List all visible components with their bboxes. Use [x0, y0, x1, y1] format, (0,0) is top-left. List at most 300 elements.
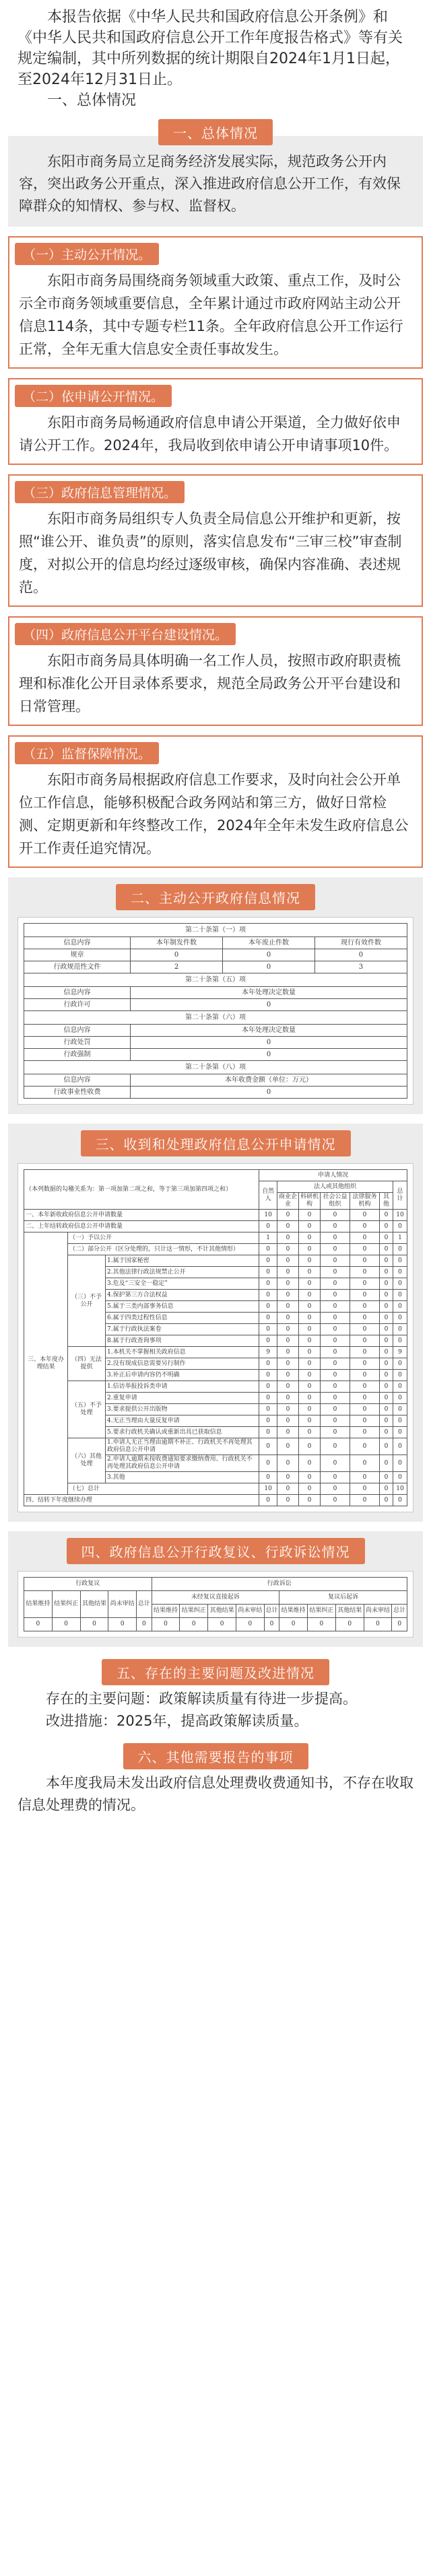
- row-label: 一、本年新收政府信息公开申请数量: [24, 1210, 259, 1221]
- table-cell: 0: [380, 1381, 393, 1393]
- table-cell: 0: [321, 1210, 350, 1221]
- table-cell: 10: [259, 1210, 277, 1221]
- table-cell: 0: [259, 1278, 277, 1290]
- col-header: 法律服务机构: [350, 1193, 380, 1210]
- table-cell: 0: [393, 1244, 407, 1255]
- row-label: 1.本机关不掌握相关政府信息: [106, 1347, 259, 1358]
- row-label: 1.信访举报投诉类申请: [106, 1381, 259, 1393]
- table-cell: 0: [259, 1427, 277, 1438]
- row-label: 4.保护第三方合法权益: [106, 1290, 259, 1301]
- table-cell: 0: [299, 1347, 321, 1358]
- table-cell: 0: [393, 1404, 407, 1415]
- section-5-body: [8, 1685, 423, 1739]
- table-cell: 0: [299, 1221, 321, 1232]
- table-cell: 0: [137, 1618, 152, 1631]
- table-cell: 0: [259, 1495, 277, 1506]
- table-cell: 0: [321, 1381, 350, 1393]
- table-cell: 0: [393, 1335, 407, 1347]
- table-cell: 0: [299, 1393, 321, 1404]
- section-6-title: 六、其他需要报告的事项: [123, 1743, 308, 1769]
- row-label: 3.其他: [106, 1472, 259, 1483]
- table-cell: 0: [350, 1210, 380, 1221]
- table-cell: 0: [380, 1244, 393, 1255]
- table-cell: 0: [259, 1221, 277, 1232]
- table-cell: 0: [259, 1381, 277, 1393]
- table-cell: 0: [380, 1210, 393, 1221]
- table-cell: 0: [277, 1455, 299, 1472]
- table-cell: 0: [350, 1255, 380, 1267]
- table-cell: 0: [393, 1455, 407, 1472]
- table-cell: 0: [277, 1358, 299, 1370]
- table-cell: 0: [393, 1358, 407, 1370]
- table-cell: 0: [380, 1404, 393, 1415]
- table-cell: 0: [277, 1483, 299, 1495]
- table-row: [24, 1438, 407, 1455]
- table-cell: 0: [299, 1335, 321, 1347]
- table-cell: 0: [350, 1278, 380, 1290]
- table-cell: 0: [277, 1210, 299, 1221]
- col-header: 结果纠正: [52, 1591, 80, 1618]
- table-cell: 0: [321, 1313, 350, 1324]
- table-cell: 0: [380, 1358, 393, 1370]
- section-2-title: 二、主动公开政府信息情况: [116, 884, 315, 910]
- table-cell: 0: [380, 1290, 393, 1301]
- sub-group-label: （三）不予公开: [68, 1255, 106, 1347]
- table-cell: 0: [393, 1221, 407, 1232]
- table-cell: 0: [350, 1347, 380, 1358]
- table-cell: 0: [277, 1244, 299, 1255]
- table-cell: 0: [259, 1267, 277, 1278]
- col-header: 结果维持: [279, 1605, 308, 1618]
- col-header: 尚未审结: [236, 1605, 264, 1618]
- table-cell: 0: [259, 1290, 277, 1301]
- table-cell: 0: [259, 1313, 277, 1324]
- section-3: [8, 1124, 423, 1522]
- row-label: 3.要求提供公开出版物: [106, 1404, 259, 1415]
- table-cell: 规章: [24, 949, 131, 961]
- sub-section-5: [8, 735, 423, 868]
- table-cell: 0: [393, 1324, 407, 1335]
- table-cell: 0: [277, 1370, 299, 1381]
- table-cell: 0: [299, 1210, 321, 1221]
- cap-item-1: 第二十条第（一）项: [24, 924, 407, 937]
- sub-text-5: 东阳市商务局根据政府信息工作要求，及时向社会公开单位工作信息，能够积极配合政务网站和第三方，做好日常检测、定期更新和年终整改工作，2024年全年未发生政府信息公开工作责任追究情况。: [19, 772, 409, 856]
- sub-title-3: （三）政府信息管理情况。: [15, 481, 185, 503]
- table-cell: 0: [380, 1415, 393, 1427]
- table-header: 信息内容: [24, 937, 131, 949]
- table-cell: 0: [277, 1393, 299, 1404]
- row-label: 3.危及“三安全一稳定”: [106, 1278, 259, 1290]
- table-cell: 0: [350, 1381, 380, 1393]
- table-header: 信息内容: [24, 987, 131, 999]
- table-cell: 0: [314, 949, 407, 961]
- table-cell: 0: [259, 1415, 277, 1427]
- table-cell: 0: [393, 1290, 407, 1301]
- table-cell: 0: [350, 1267, 380, 1278]
- table-cell: 0: [321, 1335, 350, 1347]
- row-label: 5.要求行政机关确认或重新出具已获取信息: [106, 1427, 259, 1438]
- table-cell: 0: [321, 1415, 350, 1427]
- section-4: [8, 1531, 423, 1647]
- table-cell: 0: [350, 1427, 380, 1438]
- measure-text: 改进措施：2025年，提高政策解读质量。: [46, 1713, 308, 1729]
- col-header: 结果维持: [152, 1605, 180, 1618]
- row-label: （一）予以公开: [68, 1232, 259, 1244]
- table-cell: 0: [277, 1472, 299, 1483]
- table-cell: 0: [350, 1301, 380, 1313]
- row-label: 2.重复申请: [106, 1393, 259, 1404]
- table-cell: 0: [350, 1313, 380, 1324]
- table-cell: 0: [393, 1438, 407, 1455]
- col-header: 结果纠正: [180, 1605, 208, 1618]
- row-label: 5.属于三类内部事务信息: [106, 1301, 259, 1313]
- table-cell: 0: [350, 1244, 380, 1255]
- table-cell: 0: [299, 1438, 321, 1455]
- table-cell: 0: [277, 1427, 299, 1438]
- table-cell: 0: [380, 1483, 393, 1495]
- row-label: 3.补正后申请内容仍不明确: [106, 1370, 259, 1381]
- table-cell: 0: [259, 1472, 277, 1483]
- table-cell: 0: [393, 1495, 407, 1506]
- table-cell: 0: [321, 1495, 350, 1506]
- table-cell: 0: [350, 1438, 380, 1455]
- row-label: 4.无正当理由大量反复申请: [106, 1415, 259, 1427]
- overall-title: 一、总体情况: [158, 119, 273, 145]
- table-cell: 0: [364, 1618, 392, 1631]
- table-cell: 0: [259, 1301, 277, 1313]
- review-values-row: [24, 1618, 407, 1631]
- table-cell: 0: [264, 1618, 279, 1631]
- review-sheet: [18, 1571, 413, 1637]
- table-cell: 0: [259, 1370, 277, 1381]
- table-cell: 0: [321, 1393, 350, 1404]
- table-cell: 0: [380, 1472, 393, 1483]
- col-header: 总计: [392, 1605, 407, 1618]
- table-cell: 0: [223, 961, 315, 973]
- table-row: [24, 1221, 407, 1232]
- table-cell: 0: [393, 1393, 407, 1404]
- table-cell: 0: [321, 1221, 350, 1232]
- table-row: [24, 1210, 407, 1221]
- table-cell: 10: [393, 1210, 407, 1221]
- row-label: 2.申请人逾期未按收费通知要求缴纳费用、行政机关不再处理其政府信息公开申请: [106, 1455, 259, 1472]
- table-cell: 行政规范性文件: [24, 961, 131, 973]
- table-cell: 0: [321, 1427, 350, 1438]
- table-cell: 0: [380, 1324, 393, 1335]
- table-cell: 0: [393, 1278, 407, 1290]
- table-cell: 0: [321, 1290, 350, 1301]
- col-header: 其他: [380, 1193, 393, 1210]
- table-cell: 0: [350, 1232, 380, 1244]
- table-cell: 0: [131, 1037, 407, 1049]
- review-header: 行政复议: [24, 1578, 152, 1591]
- table-cell: 0: [350, 1221, 380, 1232]
- overall-title-wrap: [8, 119, 423, 145]
- table-cell: 0: [393, 1255, 407, 1267]
- table-cell: 0: [236, 1618, 264, 1631]
- application-sheet: [18, 1163, 413, 1512]
- table-cell: 0: [259, 1455, 277, 1472]
- row-label: 二、上年结转政府信息公开申请数量: [24, 1221, 259, 1232]
- table-cell: 0: [393, 1427, 407, 1438]
- table-cell: 0: [180, 1618, 208, 1631]
- table-cell: 0: [350, 1358, 380, 1370]
- table-cell: 0: [277, 1278, 299, 1290]
- table-cell: 0: [393, 1267, 407, 1278]
- sub-text-3: 东阳市商务局组织专人负责全局信息公开维护和更新，按照“谁公开、谁负责”的原则，落实信息发布“三审三校”审查制度，对拟公开的信息均经过逐级审核，确保内容准确、表述规范。: [19, 511, 402, 595]
- table-row: [24, 1255, 407, 1267]
- table-cell: 0: [277, 1313, 299, 1324]
- section-6-title-wrap: [8, 1743, 423, 1769]
- table-cell: 0: [380, 1278, 393, 1290]
- table-cell: 0: [277, 1438, 299, 1455]
- col-header: 结果维持: [24, 1591, 53, 1618]
- table-cell: 0: [279, 1618, 308, 1631]
- table-cell: 0: [299, 1495, 321, 1506]
- table-cell: 0: [277, 1324, 299, 1335]
- table-cell: 0: [380, 1393, 393, 1404]
- col-header: 结果纠正: [308, 1605, 336, 1618]
- cap-item-8: 第二十条第（八）项: [24, 1061, 407, 1074]
- active-disclosure-sheet: [18, 917, 413, 1105]
- table-cell: 0: [131, 999, 407, 1011]
- row-label: 2.没有现成信息需要另行制作: [106, 1358, 259, 1370]
- table-row: [24, 1347, 407, 1358]
- active-disclosure-table: [24, 923, 407, 1099]
- other-matters-text: 本年度我局未发出政府信息处理费收费通知书，不存在收取信息处理费的情况。: [18, 1775, 413, 1813]
- table-cell: 0: [321, 1324, 350, 1335]
- sub-text-4: 东阳市商务局具体明确一名工作人员，按照市政府职责梳理和标准化公开目录体系要求，规范全局政务公开平台建设和日常管理。: [19, 653, 401, 714]
- table-cell: 0: [380, 1221, 393, 1232]
- table-cell: 0: [259, 1255, 277, 1267]
- table-cell: 0: [350, 1455, 380, 1472]
- corner-note: （本列数据的勾稽关系为：第一项加第二项之和，等于第三项加第四项之和）: [24, 1170, 259, 1210]
- row-label: 6.属于四类过程性信息: [106, 1313, 259, 1324]
- table-cell: 0: [380, 1301, 393, 1313]
- row-label: （七）总计: [68, 1483, 259, 1495]
- section-2: [8, 877, 423, 1114]
- table-cell: 9: [393, 1347, 407, 1358]
- table-cell: 0: [321, 1267, 350, 1278]
- table-cell: 0: [299, 1415, 321, 1427]
- table-cell: 0: [321, 1455, 350, 1472]
- litigation-header: 行政诉讼: [152, 1578, 407, 1591]
- table-cell: 0: [277, 1381, 299, 1393]
- table-cell: 0: [321, 1347, 350, 1358]
- table-cell: 0: [380, 1438, 393, 1455]
- cap-item-5: 第二十条第（五）项: [24, 973, 407, 987]
- table-cell: 0: [299, 1455, 321, 1472]
- table-cell: 0: [335, 1618, 364, 1631]
- table-cell: 0: [259, 1324, 277, 1335]
- col-header: 其他结果: [335, 1605, 364, 1618]
- col-header: 其他结果: [80, 1591, 108, 1618]
- table-cell: 0: [277, 1301, 299, 1313]
- section-6-body: [8, 1769, 423, 1823]
- table-cell: 0: [321, 1472, 350, 1483]
- table-cell: 0: [380, 1267, 393, 1278]
- table-cell: 0: [321, 1358, 350, 1370]
- section-3-title: 三、收到和处理政府信息公开申请情况: [81, 1130, 351, 1156]
- sub-group-label: （五）不予处理: [68, 1381, 106, 1438]
- table-cell: 0: [277, 1232, 299, 1244]
- section-5-title: 五、存在的主要问题及改进情况: [102, 1659, 329, 1685]
- col-header: 尚未审结: [108, 1591, 137, 1618]
- after-review-header: 复议后起诉: [279, 1591, 407, 1605]
- table-cell: 0: [52, 1618, 80, 1631]
- sub-title-5: （五）监督保障情况。: [15, 742, 159, 764]
- overall-text: 东阳市商务局立足商务经济发展实际，规范政务公开内容，突出政务公开重点，深入推进政府信息公开工作，有效保障群众的知情权、参与权、监督权。: [19, 153, 401, 214]
- table-cell: 0: [321, 1483, 350, 1495]
- table-cell: 0: [277, 1495, 299, 1506]
- table-cell: 1: [259, 1232, 277, 1244]
- section-4-title: 四、政府信息公开行政复议、行政诉讼情况: [67, 1538, 365, 1564]
- col-header: 商业企业: [277, 1193, 299, 1210]
- table-cell: 0: [24, 1618, 53, 1631]
- table-cell: 0: [380, 1495, 393, 1506]
- table-cell: 0: [299, 1255, 321, 1267]
- table-cell: 0: [277, 1267, 299, 1278]
- table-row: [24, 1381, 407, 1393]
- table-cell: 0: [277, 1404, 299, 1415]
- table-cell: 行政许可: [24, 999, 131, 1011]
- table-cell: 0: [299, 1313, 321, 1324]
- table-cell: 0: [131, 1087, 407, 1099]
- result-group-label: 三、本年度办理结果: [24, 1232, 68, 1495]
- table-cell: 0: [80, 1618, 108, 1631]
- table-cell: 2: [131, 961, 223, 973]
- table-cell: 0: [393, 1381, 407, 1393]
- table-cell: 0: [350, 1370, 380, 1381]
- table-cell: 行政事业性收费: [24, 1087, 131, 1099]
- table-cell: 0: [131, 949, 223, 961]
- row-label: 7.属于行政执法案卷: [106, 1324, 259, 1335]
- table-cell: 0: [299, 1358, 321, 1370]
- col-header: 总计: [264, 1605, 279, 1618]
- table-cell: 0: [393, 1472, 407, 1483]
- row-label: 1.申请人无正当理由逾期不补正、行政机关不再处理其政府信息公开申请: [106, 1438, 259, 1455]
- table-header: 本年收费金额（单位：万元）: [131, 1074, 407, 1087]
- table-cell: 0: [277, 1255, 299, 1267]
- row-label: 1.属于国家秘密: [106, 1255, 259, 1267]
- table-cell: 0: [259, 1438, 277, 1455]
- col-header: 科研机构: [299, 1193, 321, 1210]
- table-cell: 0: [321, 1278, 350, 1290]
- table-cell: 9: [259, 1347, 277, 1358]
- sub-title-1: （一）主动公开情况。: [15, 243, 159, 265]
- table-cell: 0: [259, 1244, 277, 1255]
- table-cell: 0: [350, 1393, 380, 1404]
- sub-group-label: （六）其他处理: [68, 1438, 106, 1483]
- table-cell: 0: [223, 949, 315, 961]
- table-cell: 0: [299, 1267, 321, 1278]
- table-cell: 0: [380, 1427, 393, 1438]
- legal-header: 法人或其他组织: [277, 1181, 393, 1193]
- sub-section-2: [8, 378, 423, 465]
- review-table: [24, 1577, 407, 1631]
- table-header: 信息内容: [24, 1025, 131, 1037]
- overall-panel: [8, 136, 423, 227]
- table-cell: 0: [299, 1232, 321, 1244]
- table-row: [24, 1232, 407, 1244]
- table-cell: 0: [152, 1618, 180, 1631]
- table-cell: 0: [277, 1347, 299, 1358]
- col-header: 其他结果: [208, 1605, 236, 1618]
- intro-text: 本报告依据《中华人民共和国政府信息公开条例》和《中华人民共和国政府信息公开工作年度报告格式》等有关规定编制，其中所列数据的统计期限自2024年1月1日起，至2024年12月31日止。: [18, 9, 403, 88]
- table-cell: 0: [393, 1415, 407, 1427]
- row-label: 四、结转下年度继续办理: [24, 1495, 259, 1506]
- table-header: 现行有效件数: [314, 937, 407, 949]
- table-cell: 0: [392, 1618, 407, 1631]
- table-cell: 0: [277, 1290, 299, 1301]
- application-table: [24, 1169, 407, 1506]
- table-cell: 0: [299, 1483, 321, 1495]
- intro-section: [8, 0, 423, 115]
- table-cell: 0: [393, 1313, 407, 1324]
- sub-section-1: [8, 236, 423, 369]
- col-header: 社会公益组织: [321, 1193, 350, 1210]
- table-cell: 0: [308, 1618, 336, 1631]
- table-cell: 0: [259, 1404, 277, 1415]
- col-header: 总计: [393, 1181, 407, 1210]
- table-header: 本年处理决定数量: [131, 1025, 407, 1037]
- table-cell: 0: [350, 1483, 380, 1495]
- table-cell: 0: [259, 1335, 277, 1347]
- table-cell: 0: [208, 1618, 236, 1631]
- table-cell: 0: [321, 1255, 350, 1267]
- table-cell: 行政强制: [24, 1049, 131, 1061]
- table-cell: 0: [321, 1370, 350, 1381]
- table-cell: 0: [277, 1415, 299, 1427]
- intro-subheading: 一、总体情况: [47, 92, 137, 109]
- table-cell: 0: [350, 1290, 380, 1301]
- table-cell: 0: [350, 1404, 380, 1415]
- row-label: 8.属于行政查询事项: [106, 1335, 259, 1347]
- table-cell: 0: [380, 1347, 393, 1358]
- table-cell: 0: [321, 1404, 350, 1415]
- table-cell: 0: [299, 1244, 321, 1255]
- table-header: 本年废止件数: [223, 937, 315, 949]
- table-header: 本年处理决定数量: [131, 987, 407, 999]
- table-cell: 0: [321, 1232, 350, 1244]
- table-row: [24, 1244, 407, 1255]
- sub-text-1: 东阳市商务局围绕商务领域重大政策、重点工作，及时公示全市商务领域重要信息，全年累计通过市政府网站主动公开信息114条，其中专题专栏11条。全年政府信息公开工作运行正常，全年无重大信息安全责任事故发生。: [19, 272, 403, 357]
- table-cell: 0: [393, 1370, 407, 1381]
- table-cell: 0: [350, 1324, 380, 1335]
- table-cell: 0: [380, 1335, 393, 1347]
- table-cell: 0: [299, 1404, 321, 1415]
- section-5-title-wrap: [8, 1659, 423, 1685]
- row-label: 2.其他法律行政法规禁止公开: [106, 1267, 259, 1278]
- table-row: [24, 1495, 407, 1506]
- sub-section-4: [8, 616, 423, 726]
- sub-section-3: [8, 474, 423, 607]
- table-cell: 0: [380, 1232, 393, 1244]
- table-cell: 0: [380, 1455, 393, 1472]
- problem-text: 存在的主要问题：政策解读质量有待进一步提高。: [46, 1691, 357, 1707]
- table-cell: 0: [299, 1472, 321, 1483]
- row-label: （二）部分公开（区分处理的，只计这一情形，不计其他情形）: [68, 1244, 259, 1255]
- table-cell: 0: [380, 1370, 393, 1381]
- table-cell: 10: [393, 1483, 407, 1495]
- table-cell: 0: [299, 1290, 321, 1301]
- table-cell: 3: [314, 961, 407, 973]
- sub-title-4: （四）政府信息公开平台建设情况。: [15, 623, 236, 645]
- table-cell: 1: [393, 1232, 407, 1244]
- table-cell: 0: [259, 1393, 277, 1404]
- table-cell: 0: [299, 1370, 321, 1381]
- table-cell: 0: [393, 1301, 407, 1313]
